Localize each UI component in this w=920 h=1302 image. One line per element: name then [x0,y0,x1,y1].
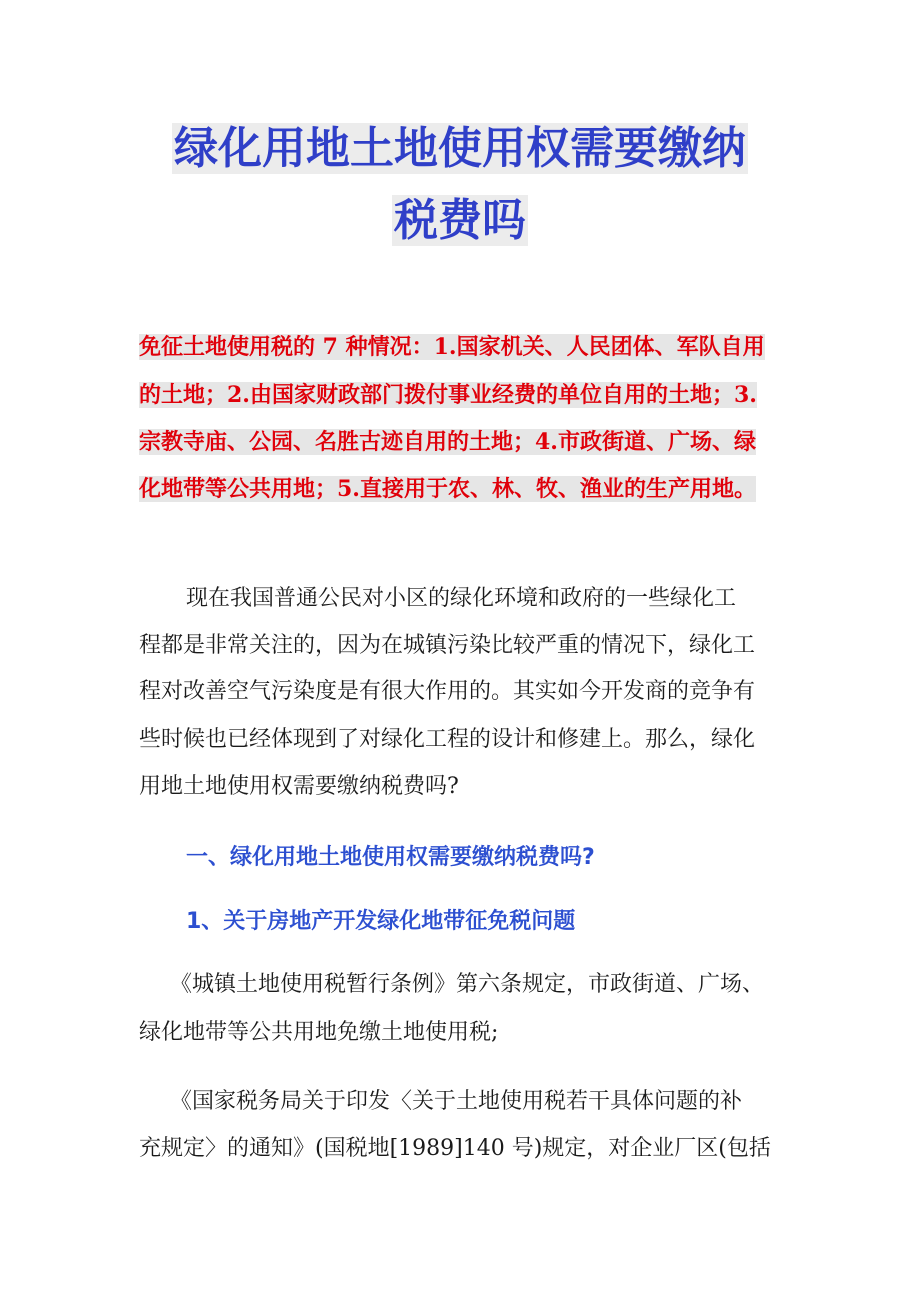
title-line: 税费吗 [394,195,526,246]
section-heading: 一、绿化用地土地使用权需要缴纳税费吗? [186,845,595,870]
text-line: 充规定〉的通知》(国税地[1989]140 号)规定，对企业厂区(包括 [139,1136,771,1161]
highlight-line [139,472,756,506]
document-title-cont [0,188,920,254]
highlight-line [139,330,765,364]
highlight-text: 的土地；2.由国家财政部门拨付事业经费的单位自用的土地；3. [139,382,757,408]
highlight-text: 免征土地使用税的 7 种情况：1.国家机关、人民团体、军队自用 [139,334,765,360]
text-line: 程都是非常关注的，因为在城镇污染比较严重的情况下，绿化工 [139,633,756,658]
text-line: 程对改善空气污染度是有很大作用的。其实如今开发商的竞争有 [139,679,756,704]
highlight-line [139,378,757,412]
subsection-heading: 1、关于房地产开发绿化地带征免税问题 [186,909,576,934]
text-line: 用地土地使用权需要缴纳税费吗? [139,774,459,799]
text-line: 《国家税务局关于印发〈关于土地使用税若干具体问题的补 [170,1089,743,1114]
highlight-text: 化地带等公共用地；5.直接用于农、林、牧、渔业的生产用地。 [139,476,756,502]
text-line: 些时候也已经体现到了对绿化工程的设计和修建上。那么，绿化 [139,727,756,752]
highlight-text: 宗教寺庙、公园、名胜古迹自用的土地；4.市政街道、广场、绿 [139,429,756,455]
text-line: 现在我国普通公民对小区的绿化环境和政府的一些绿化工 [186,586,737,611]
document-title [0,116,920,182]
text-line: 《城镇土地使用税暂行条例》第六条规定，市政街道、广场、 [170,972,765,997]
text-line: 绿化地带等公共用地免缴土地使用税; [139,1020,499,1045]
highlight-line [139,425,756,459]
title-line: 绿化用地土地使用权需要缴纳 [174,123,746,174]
